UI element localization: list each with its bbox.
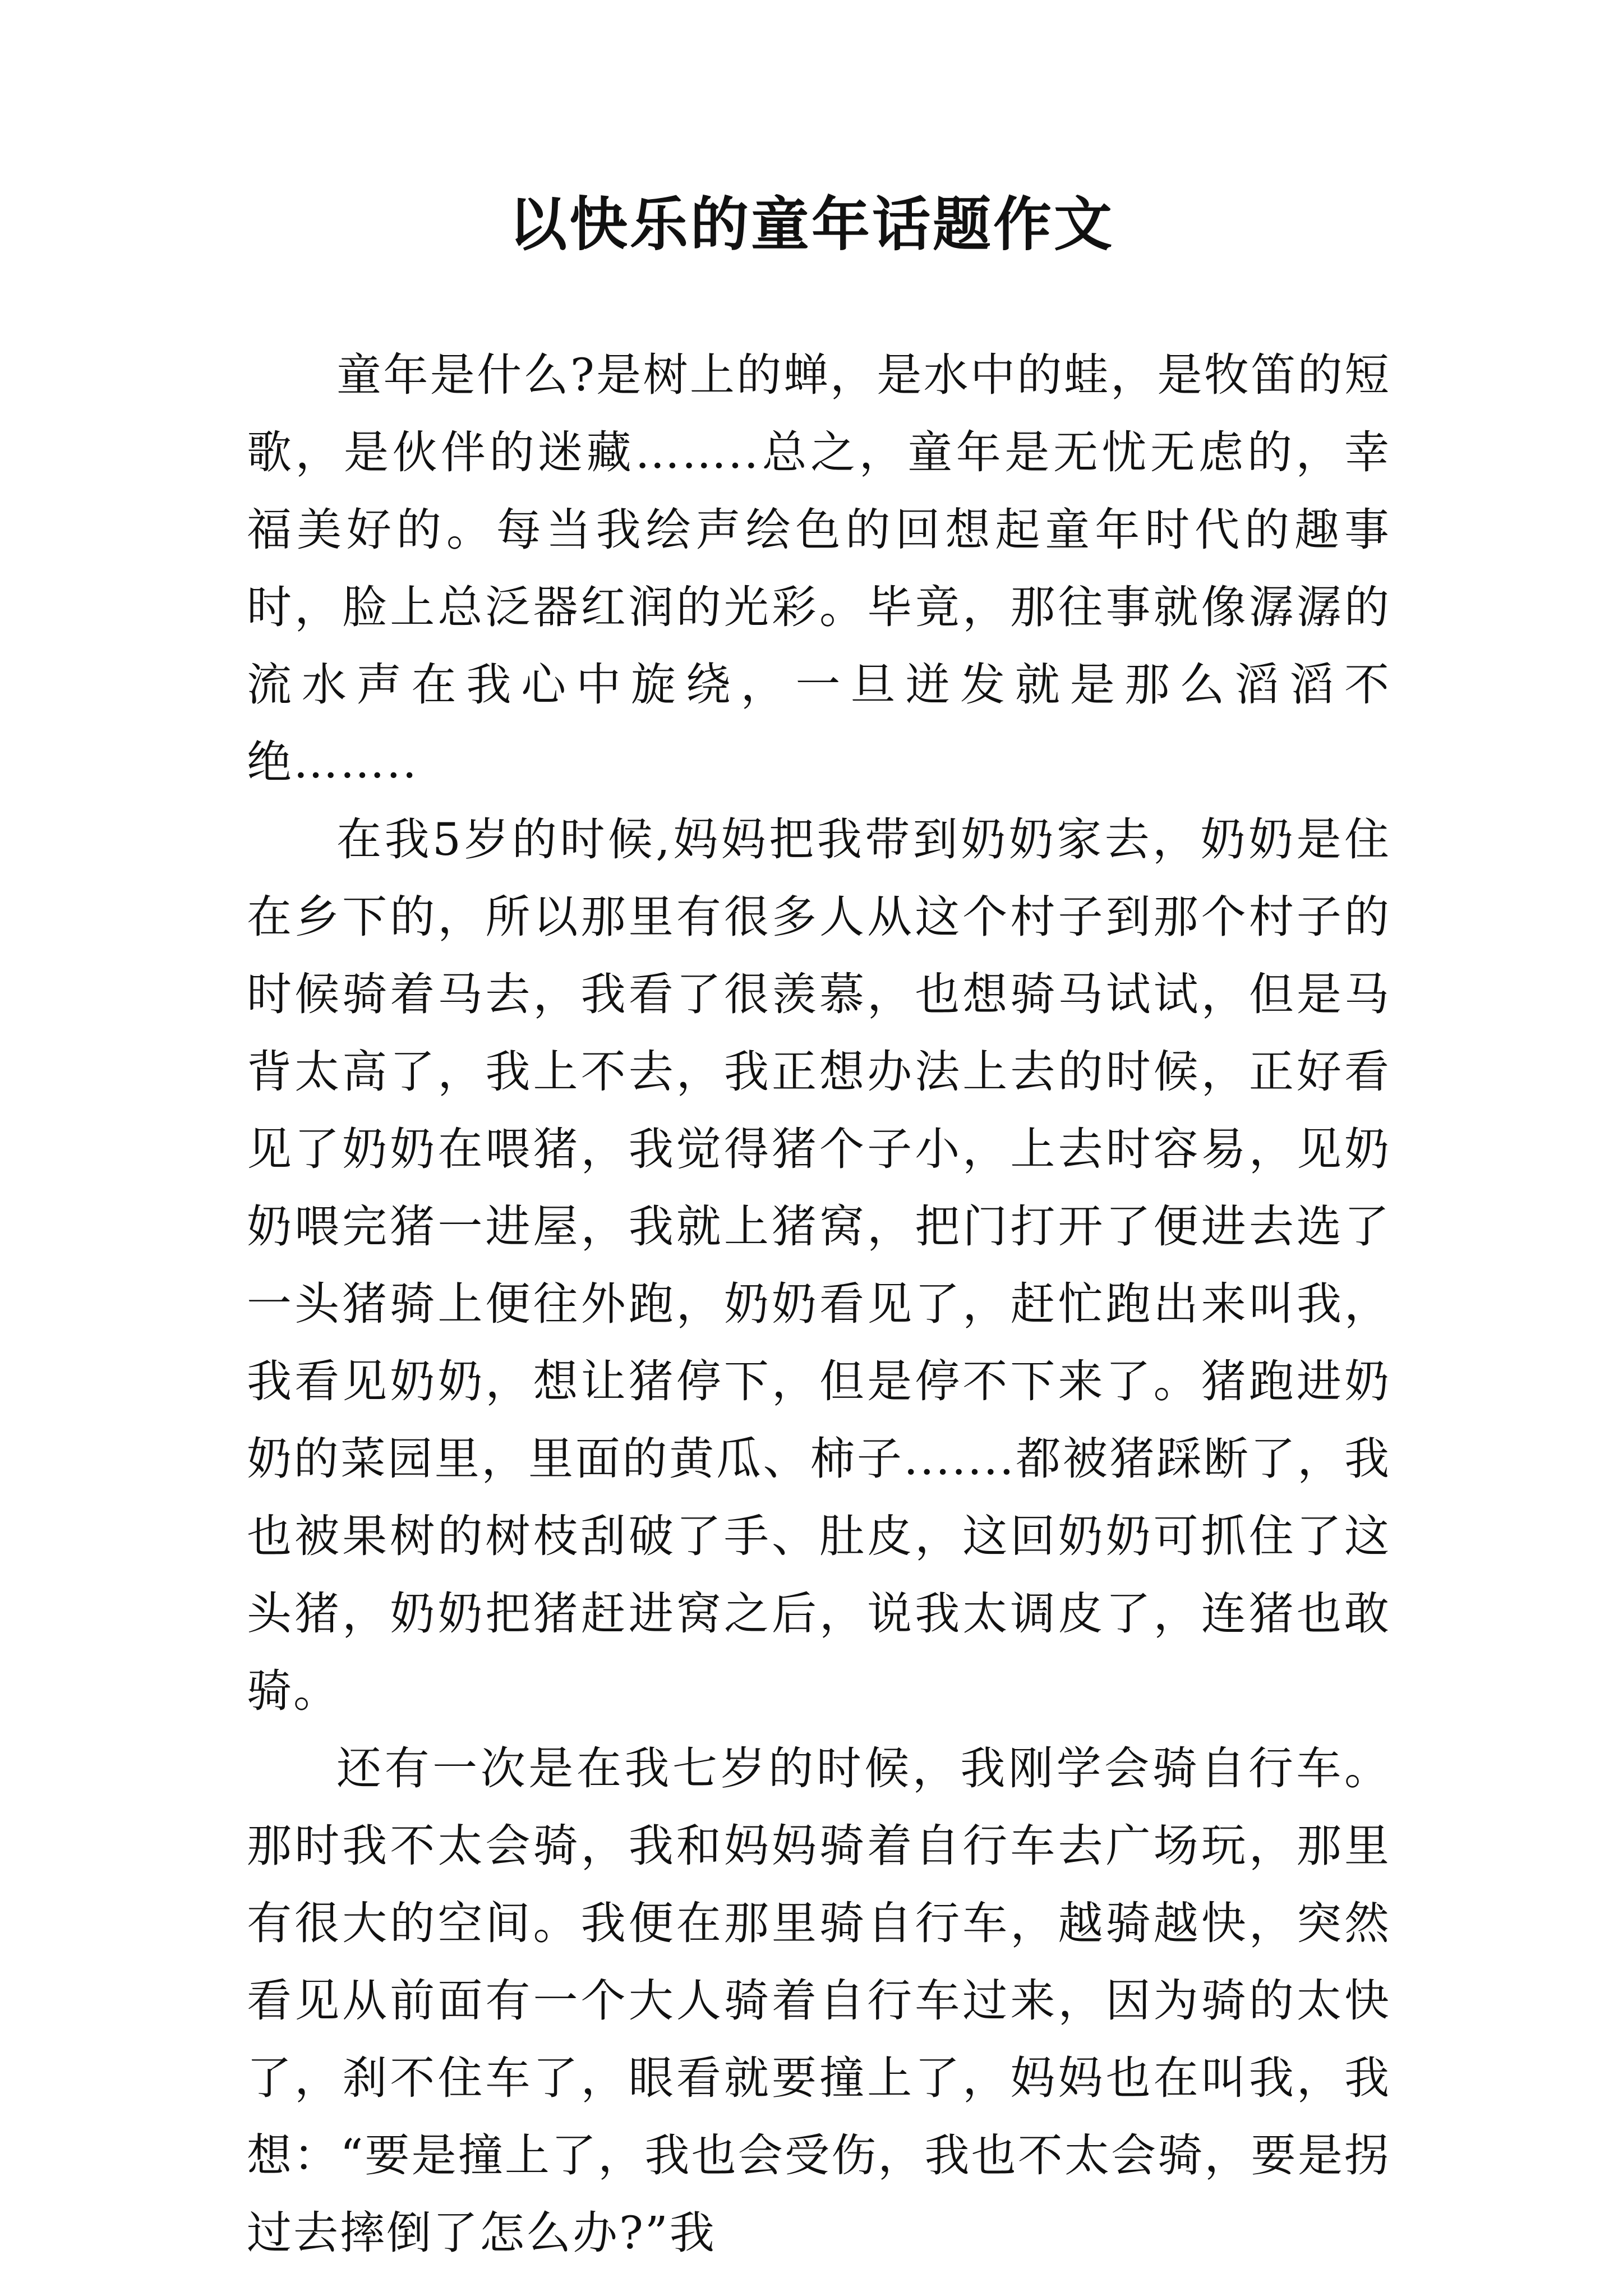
- document-title: 以快乐的童年话题作文: [508, 190, 1114, 259]
- paragraph-2: 在我5岁的时候,妈妈把我带到奶奶家去，奶奶是住在乡下的，所以那里有很多人从这个村子到那个村子的时候骑着马去，我看了很羡慕，也想骑马试试，但是马背太高了，我上不去，我正想办法上去的时候，正好看见了奶奶在喂猪，我觉得猪个子小，上去时容易，见奶奶喂完猪一进屋，我就上猪窝，把门打开了便进去选了一头猪骑上便往外跑，奶奶看见了，赶忙跑出来叫我，我看见奶奶，想让猪停下，但是停不下来了。猪跑进奶奶的菜园里，里面的黄瓜、柿子.......都被猪踩断了，我也被果树的树枝刮破了手、肚皮，这回奶奶可抓住了这头猪，奶奶把猪赶进窝之后，说我太调皮了，连猪也敢骑。: [247, 813, 1391, 1717]
- document-body: [247, 337, 1391, 2272]
- paragraph-1: 童年是什么?是树上的蝉，是水中的蛙，是牧笛的短歌，是伙伴的迷藏……..总之，童年是无忧无虑的，幸福美好的。每当我绘声绘色的回想起童年时代的趣事时，脸上总泛器红润的光彩。毕竟，那往事就像潺潺的流水声在我心中旋绕，一旦迸发就是那么滔滔不绝……..: [247, 349, 1391, 788]
- paragraph-3: 还有一次是在我七岁的时候，我刚学会骑自行车。那时我不太会骑，我和妈妈骑着自行车去广场玩，那里有很大的空间。我便在那里骑自行车，越骑越快，突然看见从前面有一个大人骑着自行车过来，因为骑的太快了，刹不住车了，眼看就要撞上了，妈妈也在叫我，我想：“要是撞上了，我也会受伤，我也不太会骑，要是拐过去摔倒了怎么办?”我: [247, 1742, 1391, 2259]
